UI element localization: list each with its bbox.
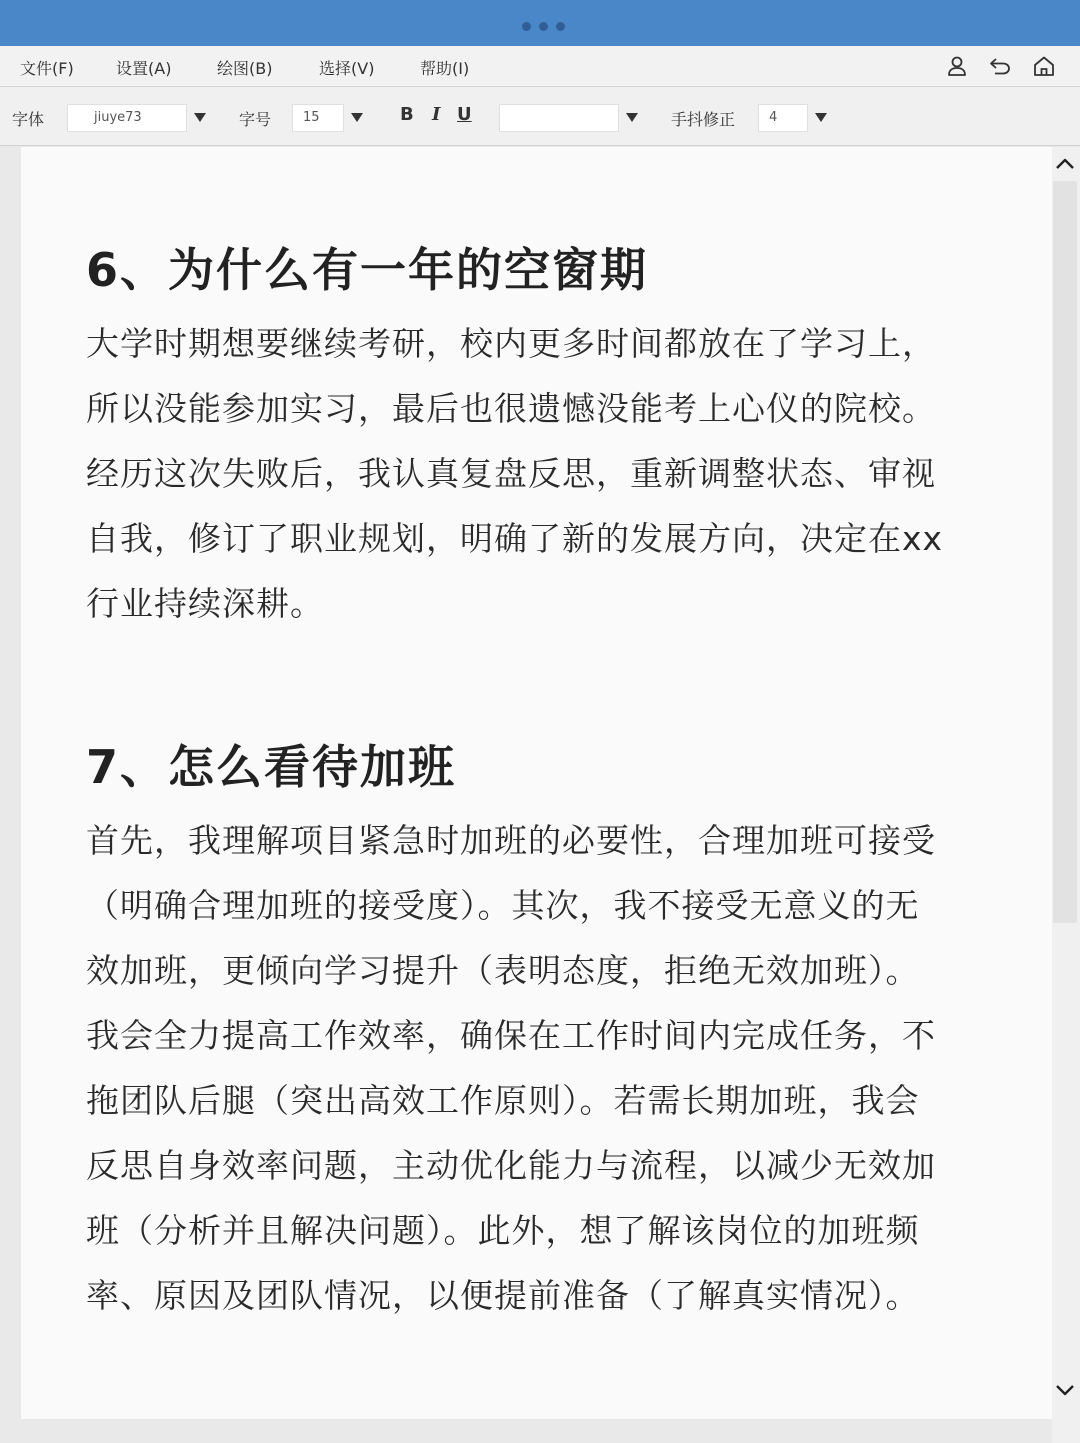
menu-help[interactable]: 帮助(I) xyxy=(420,59,470,78)
home-icon[interactable] xyxy=(1032,54,1056,78)
font-dropdown-icon[interactable] xyxy=(187,104,213,132)
size-select[interactable]: 15 xyxy=(292,104,344,132)
underline-button[interactable]: U xyxy=(457,104,472,125)
section7-title: 7、怎么看待加班 xyxy=(86,740,457,794)
bold-button[interactable]: B xyxy=(400,104,414,125)
dot xyxy=(522,22,531,31)
undo-icon[interactable] xyxy=(988,54,1012,78)
menu-bar xyxy=(0,46,1080,87)
section7-line: 首先，我理解项目紧急时加班的必要性，合理加班可接受 xyxy=(86,821,936,860)
scroll-up-icon[interactable] xyxy=(1053,152,1077,176)
scroll-down-icon[interactable] xyxy=(1053,1378,1077,1402)
section6-line: 经历这次失败后，我认真复盘反思，重新调整状态、审视 xyxy=(86,454,936,493)
color-dropdown-icon[interactable] xyxy=(619,104,645,132)
section7-line: 我会全力提高工作效率，确保在工作时间内完成任务，不 xyxy=(86,1016,936,1055)
user-icon[interactable] xyxy=(945,54,969,78)
window-dots-icon[interactable] xyxy=(522,22,565,31)
section7-line: （明确合理加班的接受度）。其次，我不接受无意义的无 xyxy=(86,886,920,925)
section6-line: 自我，修订了职业规划，明确了新的发展方向，决定在xx xyxy=(86,519,944,558)
format-toolbar xyxy=(0,87,1080,146)
menu-file[interactable]: 文件(F) xyxy=(20,59,74,78)
section6-line: 所以没能参加实习，最后也很遗憾没能考上心仪的院校。 xyxy=(86,389,936,428)
section6-line: 行业持续深耕。 xyxy=(86,584,324,623)
section6-line: 大学时期想要继续考研，校内更多时间都放在了学习上， xyxy=(86,324,936,363)
size-dropdown-icon[interactable] xyxy=(344,104,370,132)
dot xyxy=(556,22,565,31)
section6-title: 6、为什么有一年的空窗期 xyxy=(86,243,649,297)
jitter-label: 手抖修正 xyxy=(671,110,736,129)
font-label: 字体 xyxy=(12,110,45,129)
font-select[interactable]: jiuye73 xyxy=(67,104,187,132)
dot xyxy=(539,22,548,31)
section7-line: 班（分析并且解决问题）。此外，想了解该岗位的加班频 xyxy=(86,1211,920,1250)
scrollbar-thumb[interactable] xyxy=(1053,181,1077,923)
size-label: 字号 xyxy=(239,110,272,129)
section7-line: 效加班，更倾向学习提升（表明态度，拒绝无效加班）。 xyxy=(86,951,920,990)
section7-line: 反思自身效率问题，主动优化能力与流程，以减少无效加 xyxy=(86,1146,936,1185)
menu-draw[interactable]: 绘图(B) xyxy=(217,59,273,78)
italic-button[interactable]: I xyxy=(432,104,441,125)
menu-settings[interactable]: 设置(A) xyxy=(116,59,172,78)
section7-line: 率、原因及团队情况，以便提前准备（了解真实情况）。 xyxy=(86,1276,920,1315)
color-select[interactable] xyxy=(499,104,619,132)
section7-line: 拖团队后腿（突出高效工作原则）。若需长期加班，我会 xyxy=(86,1081,920,1120)
jitter-select[interactable]: 4 xyxy=(758,104,808,132)
menu-select[interactable]: 选择(V) xyxy=(319,59,375,78)
title-bar xyxy=(0,0,1080,46)
jitter-dropdown-icon[interactable] xyxy=(808,104,834,132)
